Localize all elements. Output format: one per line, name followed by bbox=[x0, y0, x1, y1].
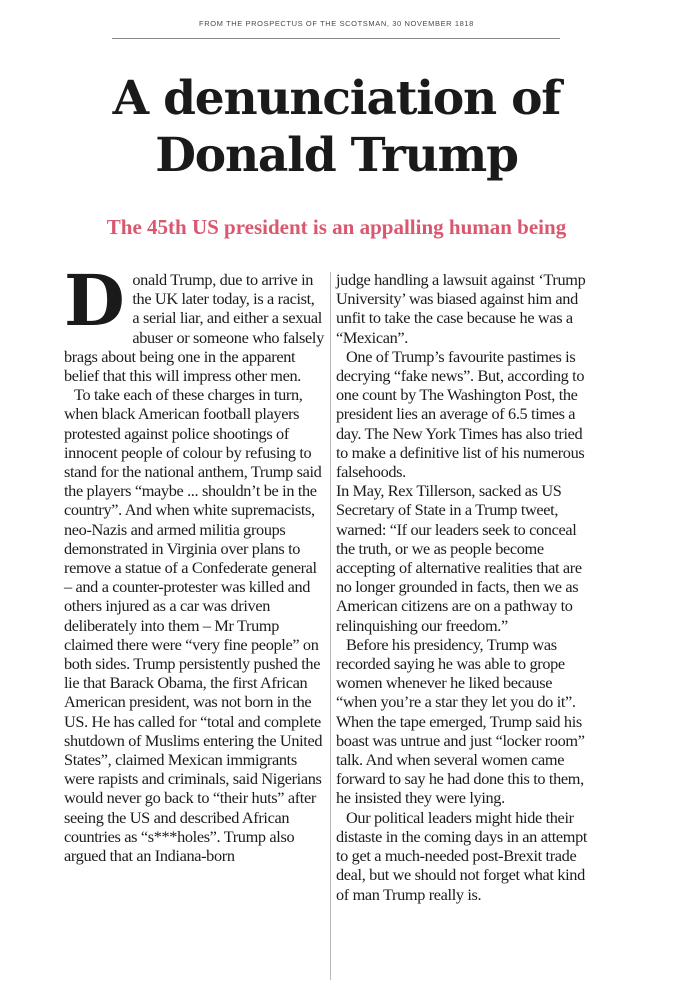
headline bbox=[0, 70, 673, 184]
article-column-right bbox=[336, 270, 596, 904]
kicker-rule bbox=[112, 38, 560, 39]
article-paragraph: To take each of these charges in turn, when black American football players protested against police shootings of innocent people of colour by refusing to stand for the national anthem, Trump said the players “maybe ... shouldn’t be in the country”. And when white supremacists, neo-Nazis and armed militia groups demonstrated in Virginia over plans to remove a statue of a Confederate general – and a counter-protester was killed and others injured as a car was driven deliberately into them – Mr Trump claimed there were “very fine people” on both sides. Trump persistently pushed the lie that Barack Obama, the first African American president, was not born in the US. He has called for “total and complete shutdown of Muslims entering the United States”, claimed Mexican immigrants were rapists and criminals, said Nigerians would never go back to “their huts” after seeing the US and described African countries as “s***holes”. Trump also argued that an Indiana-born bbox=[64, 385, 323, 866]
article-body bbox=[64, 259, 636, 982]
standfirst: The 45th US president is an appalling human being bbox=[106, 215, 567, 239]
article-paragraph: In May, Rex Tillerson, sacked as US Secretary of State in a Trump tweet, warned: “If our leaders seek to conceal the truth, or we as people become accepting of alternative realities that are no longer grounded in facts, then we as American citizens are on a pathway to relinquishing our freedom.” bbox=[336, 481, 582, 635]
headline-line-1: A denunciation of bbox=[112, 71, 561, 126]
article-paragraph: Before his presidency, Trump was recorded saying he was able to grope women whenever he liked because “when you’re a star they let you do it”. When the tape emerged, Trump said his boast was untrue and just “locker room” talk. And when several women came forward to say he had done this to them, he insisted they were lying. bbox=[336, 634, 585, 808]
article-paragraph bbox=[64, 259, 324, 386]
column-divider bbox=[330, 272, 331, 980]
article-column-left bbox=[64, 259, 324, 866]
drop-cap: D bbox=[64, 259, 125, 342]
headline-line-2: Donald Trump bbox=[155, 128, 518, 183]
kicker-line: FROM THE PROSPECTUS OF THE SCOTSMAN, 30 NOVEMBER 1818 bbox=[199, 19, 474, 28]
article-paragraph: Our political leaders might hide their distaste in the coming days in an attempt to get a much-needed post-Brexit trade deal, but we should not forget what kind of man Trump really is. bbox=[336, 807, 588, 904]
paragraph-text: onald Trump, due to arrive in the UK later today, is a racist, a serial liar, and either a sexual abuser or someone who falsely brags about being one in the apparent belief that this will impress other men. bbox=[64, 270, 324, 386]
article-paragraph: judge handling a lawsuit against ‘Trump University’ was biased against him and unfit to take the case because he was a “Mexican”. bbox=[336, 270, 586, 347]
article-paragraph: One of Trump’s favourite pastimes is decrying “fake news”. But, according to one count by The Washington Post, the president lies an average of 6.5 times a day. The New York Times has also tried to make a definitive list of his numerous falsehoods. bbox=[336, 346, 585, 482]
